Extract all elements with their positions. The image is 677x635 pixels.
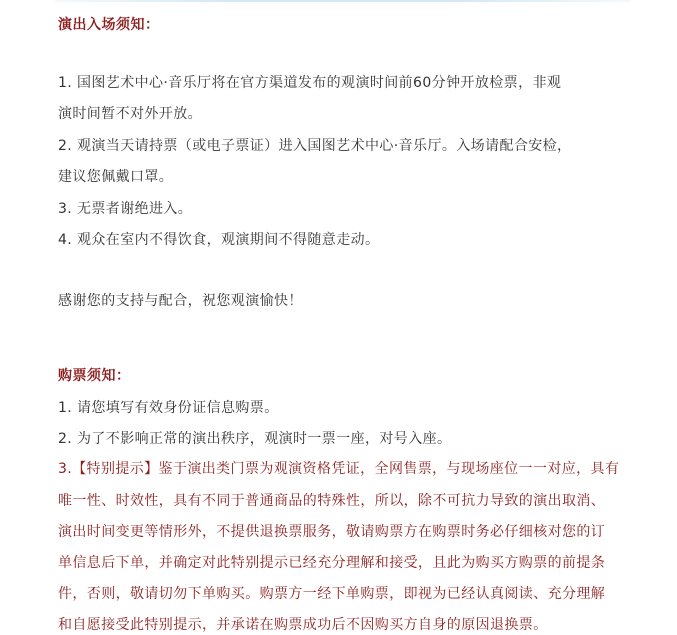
top-divider [55, 0, 631, 2]
special-notice-line: 演出时间变更等情形外，不提供退换票服务，敬请购票方在购票时务必仔细核对您的订 [58, 524, 606, 540]
entry-notice-line: 4. 观众在室内不得饮食，观演期间不得随意走动。 [58, 232, 380, 248]
ticket-notice-line: 2. 为了不影响正常的演出秩序，观演时一票一座，对号入座。 [58, 431, 452, 447]
thanks-text: 感谢您的支持与配合，祝您观演愉快！ [58, 293, 303, 309]
entry-notice-line: 2. 观演当天请持票（或电子票证）进入国图艺术中心·音乐厅。入场请配合安检， [58, 138, 572, 154]
special-notice-line: 单信息后下单，并确定对此特别提示已经充分理解和接受，且此为购买方购票的前提条 [58, 555, 606, 571]
special-notice-line: 和自愿接受此特别提示，并承诺在购票成功后不因购买方自身的原因退换票。 [58, 617, 548, 633]
ticket-notice-line: 1. 请您填写有效身份证信息购票。 [58, 400, 279, 416]
entry-notice-line: 3. 无票者谢绝进入。 [58, 201, 193, 217]
entry-notice-heading: 演出入场须知： [58, 17, 160, 33]
special-notice-line: 件，否则，敬请切勿下单购买。购票方一经下单购票，即视为已经认真阅读、充分理解 [58, 586, 606, 602]
special-notice-line: 唯一性、时效性，具有不同于普通商品的特殊性，所以，除不可抗力导致的演出取消、 [58, 493, 606, 509]
special-notice-line: 3.【特别提示】鉴于演出类门票为观演资格凭证，全网售票，与现场座位一一对应，具有 [58, 461, 620, 477]
entry-notice-line: 建议您佩戴口罩。 [58, 169, 174, 185]
ticket-notice-heading: 购票须知： [58, 368, 131, 384]
entry-notice-line: 1. 国图艺术中心·音乐厅将在官方渠道发布的观演时间前60分钟开放检票，非观 [58, 75, 562, 91]
entry-notice-line: 演时间暂不对外开放。 [58, 106, 202, 122]
